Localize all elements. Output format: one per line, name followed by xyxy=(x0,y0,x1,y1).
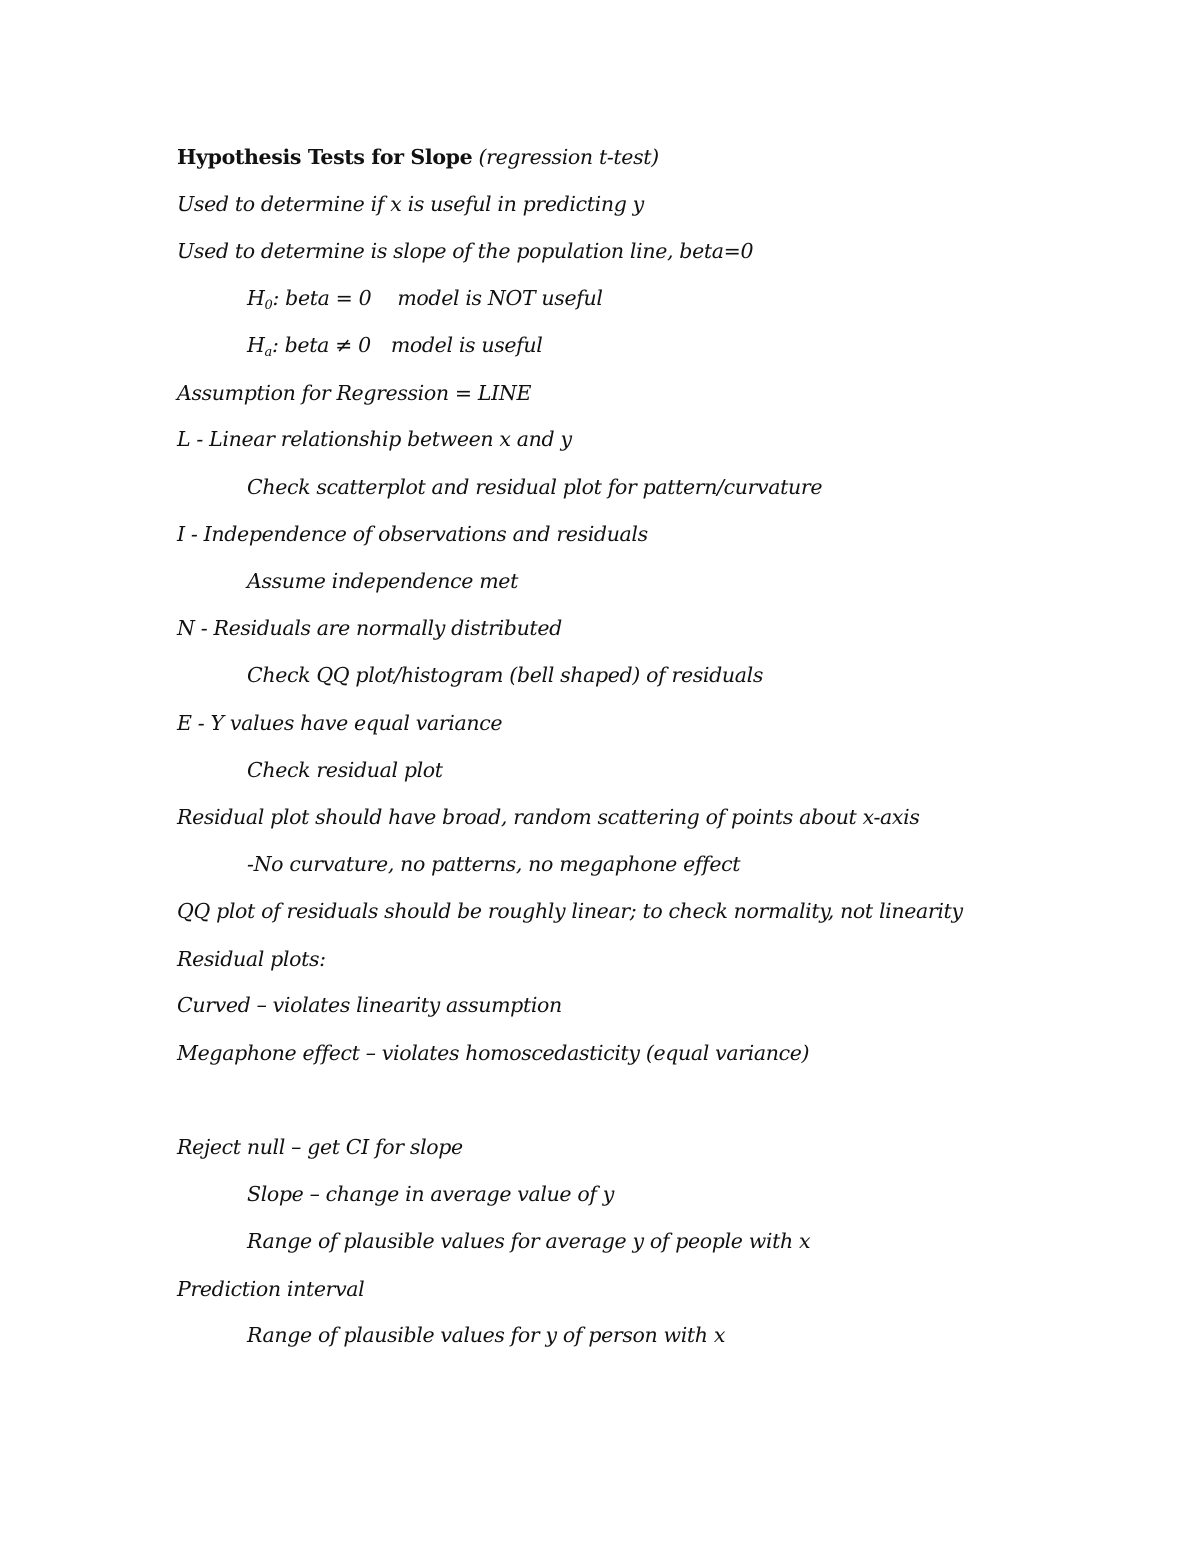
title-italic-text: (regression t-test) xyxy=(478,145,659,169)
residual-plot-text: Residual plot should have broad, random scattering of points about x-axis xyxy=(177,805,920,829)
curved-text: Curved – violates linearity assumption xyxy=(177,993,562,1017)
alternative-hypothesis-line xyxy=(247,332,542,358)
assumption-independence: I - Independence of observations and residuals xyxy=(177,522,648,546)
assumption-independence-check: Assume independence met xyxy=(247,569,518,593)
range-person-text: Range of plausible values for y of person with x xyxy=(247,1323,726,1347)
reject-null-text: Reject null – get CI for slope xyxy=(177,1135,463,1159)
range-average-text: Range of plausible values for average y of people with x xyxy=(247,1229,811,1253)
assumption-equal-variance: E - Y values have equal variance xyxy=(177,711,503,735)
slope-text: Slope – change in average value of y xyxy=(247,1182,615,1206)
residual-plots-heading: Residual plots: xyxy=(177,947,326,971)
document-title xyxy=(177,144,659,170)
text-line-used-2: Used to determine is slope of the population line, beta=0 xyxy=(177,239,754,263)
alternative-hypothesis-symbol: H xyxy=(247,333,265,357)
null-hypothesis-subscript: 0 xyxy=(264,298,273,313)
null-hypothesis-line xyxy=(247,285,603,311)
assumption-normal-check: Check QQ plot/histogram (bell shaped) of residuals xyxy=(247,663,763,687)
residual-plot-note: -No curvature, no patterns, no megaphone effect xyxy=(247,852,741,876)
assumption-equal-variance-check: Check residual plot xyxy=(247,758,443,782)
assumption-normal: N - Residuals are normally distributed xyxy=(177,616,562,640)
null-hypothesis-text: : beta = 0 xyxy=(272,286,372,310)
title-bold-text: Hypothesis Tests for Slope xyxy=(177,145,473,169)
alternative-hypothesis-text: : beta ≠ 0 xyxy=(271,333,371,357)
megaphone-text: Megaphone effect – violates homoscedasticity (equal variance) xyxy=(177,1041,810,1065)
qq-plot-text: QQ plot of residuals should be roughly linear; to check normality, not linearity xyxy=(177,899,963,923)
null-hypothesis-symbol: H xyxy=(247,286,265,310)
null-hypothesis-note: model is NOT useful xyxy=(397,286,603,310)
assumption-linear: L - Linear relationship between x and y xyxy=(177,427,572,451)
text-line-used-1: Used to determine if x is useful in predicting y xyxy=(177,192,644,216)
prediction-interval-text: Prediction interval xyxy=(177,1277,365,1301)
assumption-linear-check: Check scatterplot and residual plot for pattern/curvature xyxy=(247,475,823,499)
alternative-hypothesis-note: model is useful xyxy=(390,333,543,357)
alternative-hypothesis-subscript: a xyxy=(264,345,272,360)
assumption-heading: Assumption for Regression = LINE xyxy=(177,381,532,405)
